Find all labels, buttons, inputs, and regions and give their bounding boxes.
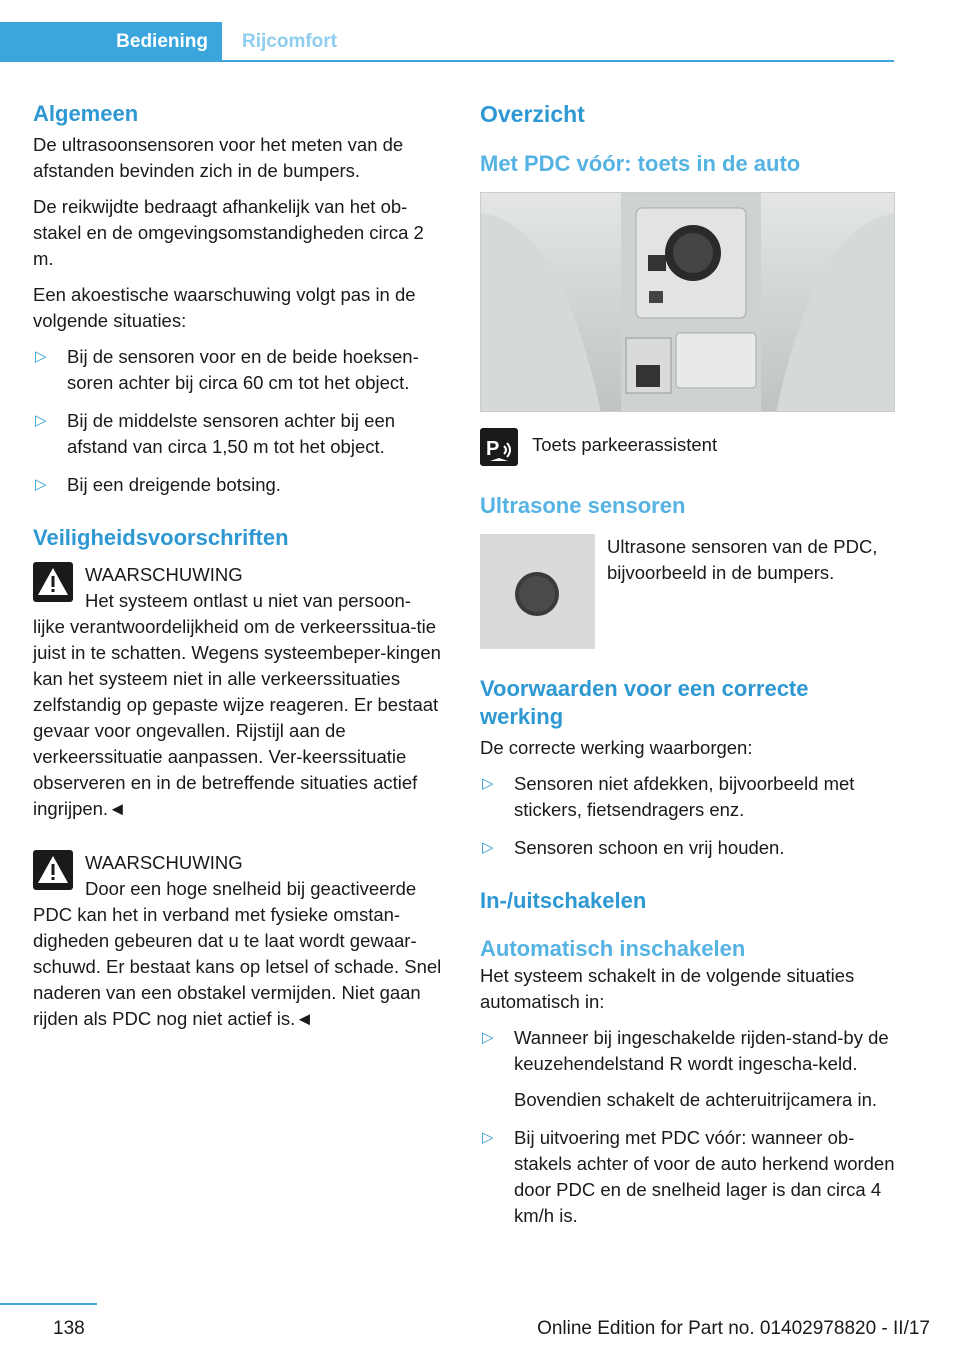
- warning-text: PDC kan het in verband met fysieke omstan-digheden gebeuren dat u te laat wordt gewaar-schuwd. Er bestaat kans op letsel of schade. Snel naderen van een obstakel vermijden. Niet gaan rijden als PDC nog niet actief is.◄: [33, 904, 442, 1029]
- list-item: ▷ Bij uitvoering met PDC vóór: wanneer ob-stakels achter of voor de auto herkend worden door PDC en de snelheid lager is dan circa 4 km/h is.: [482, 1127, 895, 1226]
- header-rule: [222, 60, 894, 62]
- heading-pdc-front: Met PDC vóór: toets in de auto: [480, 151, 801, 176]
- heading-algemeen: Algemeen: [33, 101, 139, 126]
- button-caption: Toets parkeerassistent: [532, 434, 718, 455]
- list-item: ▷ Sensoren niet afdekken, bijvoorbeeld met stickers, fietsendragers enz.: [482, 773, 855, 820]
- center-console-photo: [480, 192, 895, 412]
- footer-rule: [0, 1303, 97, 1305]
- warning-block: [33, 850, 448, 1032]
- warning-triangle-icon: [33, 562, 73, 602]
- right-column: [480, 100, 895, 1241]
- bullet-triangle-icon: ▷: [35, 348, 47, 365]
- warning-block: [33, 562, 448, 822]
- bullet-triangle-icon: ▷: [35, 412, 47, 429]
- heading-voorwaarden: Voorwaarden voor een correcte werking: [480, 676, 809, 729]
- heading-auto: Automatisch inschakelen: [480, 936, 746, 961]
- list-item: ▷ Sensoren schoon en vrij houden.: [480, 835, 895, 861]
- voorwaarden-text: De correcte werking waarborgen:: [480, 737, 753, 758]
- tab-bediening[interactable]: Bediening: [0, 22, 222, 62]
- sensor-photo: [480, 534, 595, 649]
- auto-sub-text: Bovendien schakelt de achteruitrijcamera in.: [514, 1089, 877, 1110]
- tab-rijcomfort[interactable]: Rijcomfort: [242, 31, 337, 52]
- acoustic-list: [33, 344, 448, 498]
- list-item: ▷ Bij een dreigende botsing.: [33, 472, 448, 498]
- button-caption-row: [480, 428, 895, 466]
- paragraph-acoustic: Een akoestische waarschuwing volgt pas in de volgende situaties:: [33, 284, 416, 331]
- left-column: [33, 100, 448, 1050]
- bullet-triangle-icon: ▷: [482, 1129, 494, 1146]
- paragraph-range: De reikwijdte bedraagt afhankelijk van het ob-stakel en de omgevingsomstandigheden circa 2 m.: [33, 196, 424, 269]
- heading-inuit: In-/uitschakelen: [480, 888, 647, 913]
- warning-text: Het systeem ontlast u niet van persoon-: [85, 590, 411, 611]
- sensor-row: [480, 534, 895, 649]
- heading-veiligheid: Veiligheidsvoorschriften: [33, 525, 289, 550]
- voorwaarden-list: [480, 771, 895, 861]
- warning-triangle-icon: [33, 850, 73, 890]
- bullet-triangle-icon: ▷: [482, 1029, 494, 1046]
- list-item: ▷ Wanneer bij ingeschakelde rijden-stand-by de keuzehendelstand R wordt ingescha-keld. Bovendien schakelt de achteruitrijcamera in.: [480, 1025, 895, 1113]
- bullet-triangle-icon: ▷: [482, 839, 494, 856]
- edition-text: Online Edition for Part no. 01402978820 - II/17: [537, 1318, 930, 1339]
- console-image: [481, 193, 895, 412]
- paragraph-intro: De ultrasoonsensoren voor het meten van de afstanden bevinden zich in de bumpers.: [33, 134, 404, 181]
- warning-label: WAARSCHUWING: [85, 564, 243, 585]
- warning-text: Door een hoge snelheid bij geactiveerde: [85, 878, 417, 899]
- list-item: ▷ Bij de sensoren voor en de beide hoeksen-soren achter bij circa 60 cm tot het object.: [35, 346, 419, 393]
- sensors-text: Ultrasone sensoren van de PDC, bijvoorbeeld in de bumpers.: [607, 536, 878, 583]
- heading-overzicht: Overzicht: [480, 101, 585, 127]
- bullet-triangle-icon: ▷: [35, 476, 47, 493]
- parking-assistant-icon: [480, 428, 518, 466]
- heading-sensors: Ultrasone sensoren: [480, 493, 686, 518]
- auto-list: [480, 1025, 895, 1229]
- warning-label: WAARSCHUWING: [85, 852, 243, 873]
- bullet-triangle-icon: ▷: [482, 775, 494, 792]
- page-number: 138: [53, 1318, 85, 1339]
- page-header: [0, 22, 960, 62]
- list-item: ▷ Bij de middelste sensoren achter bij een afstand van circa 1,50 m tot het object.: [35, 410, 396, 457]
- svg-text:P: P: [486, 438, 500, 460]
- warning-text: lijke verantwoordelijkheid om de verkeerssitua-tie juist in te schatten. Wegens systeembeper-kingen kan het systeem niet in alle verkeerssituaties zelfstandig op gepaste wijze reageren. Er bestaat gevaar voor ongevallen. Rijstijl aan de verkeerssituatie aanpassen. Ver-keerssituatie observeren en in de betreffende situaties actief ingrijpen.◄: [33, 616, 441, 819]
- auto-text: Het systeem schakelt in de volgende situaties automatisch in:: [480, 965, 855, 1012]
